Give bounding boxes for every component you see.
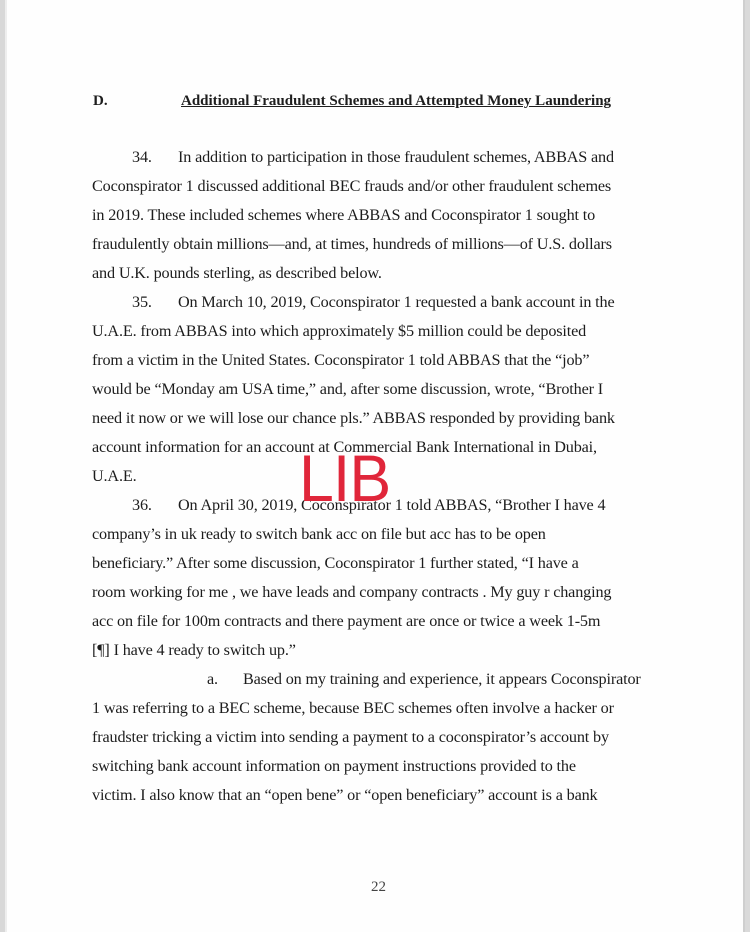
text-line: [92, 549, 670, 578]
line-text: U.A.E.: [92, 467, 137, 485]
page-number: 22: [371, 879, 386, 895]
line-text: On April 30, 2019, Coconspirator 1 told ABBAS, “Brother I have 4: [178, 496, 606, 514]
text-line: [92, 346, 670, 375]
line-text: acc on file for 100m contracts and there payment are once or twice a week 1-5m: [92, 612, 601, 630]
subparagraph-letter: a.: [207, 670, 218, 688]
text-line: [92, 230, 670, 259]
page-border-right-inner: [743, 0, 745, 932]
line-text: beneficiary.” After some discussion, Coconspirator 1 further stated, “I have a: [92, 554, 579, 572]
text-line: [92, 259, 670, 288]
line-text: Based on my training and experience, it appears Coconspirator: [243, 670, 641, 688]
text-line: [92, 781, 670, 810]
section-title: Additional Fraudulent Schemes and Attempted Money Laundering: [181, 93, 612, 109]
line-text: On March 10, 2019, Coconspirator 1 requested a bank account in the: [178, 293, 615, 311]
text-line: [92, 665, 670, 694]
line-text: Coconspirator 1 discussed additional BEC frauds and/or other fraudulent schemes: [92, 177, 612, 195]
line-text: 1 was referring to a BEC scheme, because BEC schemes often involve a hacker or: [92, 699, 614, 717]
line-text: from a victim in the United States. Coconspirator 1 told ABBAS that the “job”: [92, 351, 590, 369]
line-text: company’s in uk ready to switch bank acc on file but acc has to be open: [92, 525, 546, 543]
text-line: [92, 172, 670, 201]
line-text: U.A.E. from ABBAS into which approximately $5 million could be deposited: [92, 322, 587, 340]
page-border-right: [745, 0, 750, 932]
watermark: LIB: [299, 441, 391, 515]
line-text: need it now or we will lose our chance pls.” ABBAS responded by providing bank: [92, 409, 615, 427]
paragraph-number: 35.: [132, 293, 152, 311]
line-text: room working for me , we have leads and company contracts . My guy r changing: [92, 583, 612, 601]
text-line: [92, 694, 670, 723]
text-line: [92, 143, 670, 172]
paragraph-number: 34.: [132, 148, 152, 166]
paragraph-number: 36.: [132, 496, 152, 514]
section-letter: D.: [93, 93, 108, 109]
line-text: and U.K. pounds sterling, as described below.: [92, 264, 382, 282]
text-line: [92, 404, 670, 433]
line-text: victim. I also know that an “open bene” or “open beneficiary” account is a bank: [92, 786, 598, 804]
line-text: account information for an account at Commercial Bank International in Dubai,: [92, 438, 597, 456]
line-text: [¶] I have 4 ready to switch up.”: [92, 641, 296, 659]
text-line: [92, 375, 670, 404]
text-line: [92, 578, 670, 607]
text-line: [92, 520, 670, 549]
line-text: switching bank account information on payment instructions provided to the: [92, 757, 576, 775]
text-line: [92, 723, 670, 752]
text-line: [92, 752, 670, 781]
line-text: fraudulently obtain millions—and, at times, hundreds of millions—of U.S. dollars: [92, 235, 612, 253]
text-line: [92, 607, 670, 636]
text-line: [92, 288, 670, 317]
text-line: [92, 201, 670, 230]
line-text: fraudster tricking a victim into sending a payment to a coconspirator’s account by: [92, 728, 609, 746]
text-line: [92, 317, 670, 346]
document-page: [7, 0, 743, 932]
line-text: In addition to participation in those fraudulent schemes, ABBAS and: [178, 148, 614, 166]
text-line: [92, 636, 670, 665]
line-text: in 2019. These included schemes where ABBAS and Coconspirator 1 sought to: [92, 206, 596, 224]
line-text: would be “Monday am USA time,” and, after some discussion, wrote, “Brother I: [92, 380, 603, 398]
